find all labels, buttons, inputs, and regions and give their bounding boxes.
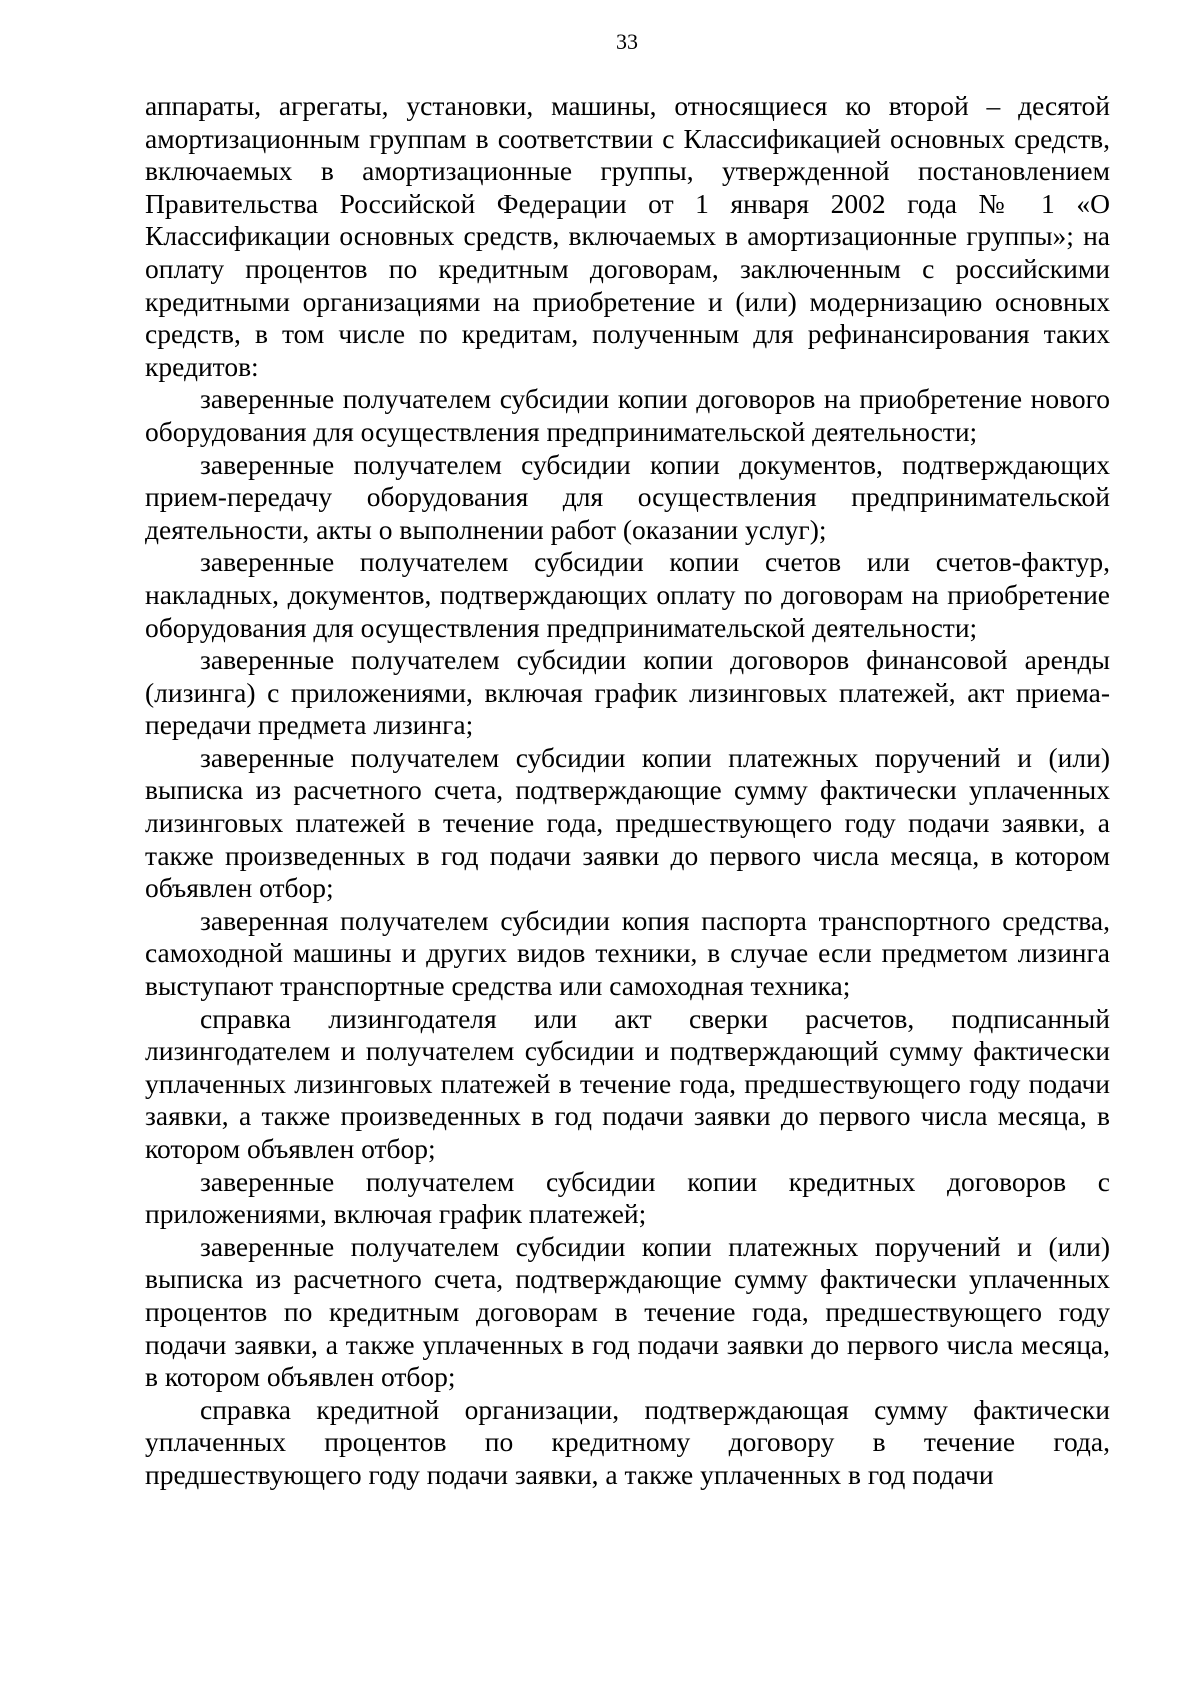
paragraph-5: заверенные получателем субсидии копии договоров финансовой аренды (лизинга) с приложениями, включая график лизинговых платежей, акт приема-передачи предмета лизинга; bbox=[145, 644, 1110, 741]
body-text bbox=[145, 90, 1110, 1492]
paragraph-9: заверенные получателем субсидии копии кредитных договоров с приложениями, включая график платежей; bbox=[145, 1165, 1110, 1230]
paragraph-3: заверенные получателем субсидии копии документов, подтверждающих прием-передачу оборудования для осуществления предпринимательской деятельности, акты о выполнении работ (оказании услуг); bbox=[145, 448, 1110, 545]
paragraph-8: справка лизингодателя или акт сверки расчетов, подписанный лизингодателем и получателем субсидии и подтверждающий сумму фактически уплаченных лизинговых платежей в течение года, предшествующего году подачи заявки, а также произведенных в год подачи заявки до первого числа месяца, в котором объявлен отбор; bbox=[145, 1002, 1110, 1164]
page-number: 33 bbox=[616, 29, 638, 54]
paragraph-11: справка кредитной организации, подтверждающая сумму фактически уплаченных процентов по кредитному договору в течение года, предшествующего году подачи заявки, а также уплаченных в год подачи bbox=[145, 1393, 1110, 1490]
paragraph-6: заверенные получателем субсидии копии платежных поручений и (или) выписка из расчетного счета, подтверждающие сумму фактически уплаченных лизинговых платежей в течение года, предшествующего году подачи заявки, а также произведенных в год подачи заявки до первого числа месяца, в котором объявлен отбор; bbox=[145, 741, 1110, 904]
paragraph-7: заверенная получателем субсидии копия паспорта транспортного средства, самоходной машины и других видов техники, в случае если предметом лизинга выступают транспортные средства или самоходная техника; bbox=[145, 904, 1110, 1002]
paragraph-1: аппараты, агрегаты, установки, машины, относящиеся ко второй – десятой амортизационным группам в соответствии с Классификацией основных средств, включаемых в амортизационные группы, утвержденной постановлением Правительства Российской Федерации от 1 января 2002 года № 1 «О Классификации основных средств, включаемых в амортизационные группы»; на оплату процентов по кредитным договорам, заключенным с российскими кредитными организациями на приобретение и (или) модернизацию основных средств, в том числе по кредитам, полученным для рефинансирования таких кредитов: bbox=[145, 90, 1110, 382]
paragraph-10: заверенные получателем субсидии копии платежных поручений и (или) выписка из расчетного счета, подтверждающие сумму фактически уплаченных процентов по кредитным договорам в течение года, предшествующего году подачи заявки, а также уплаченных в год подачи заявки до первого числа месяца, в котором объявлен отбор; bbox=[145, 1230, 1110, 1393]
paragraph-4: заверенные получателем субсидии копии счетов или счетов-фактур, накладных, документов, подтверждающих оплату по договорам на приобретение оборудования для осуществления предпринимательской деятельности; bbox=[145, 546, 1110, 643]
paragraph-2: заверенные получателем субсидии копии договоров на приобретение нового оборудования для осуществления предпринимательской деятельности; bbox=[145, 383, 1110, 447]
